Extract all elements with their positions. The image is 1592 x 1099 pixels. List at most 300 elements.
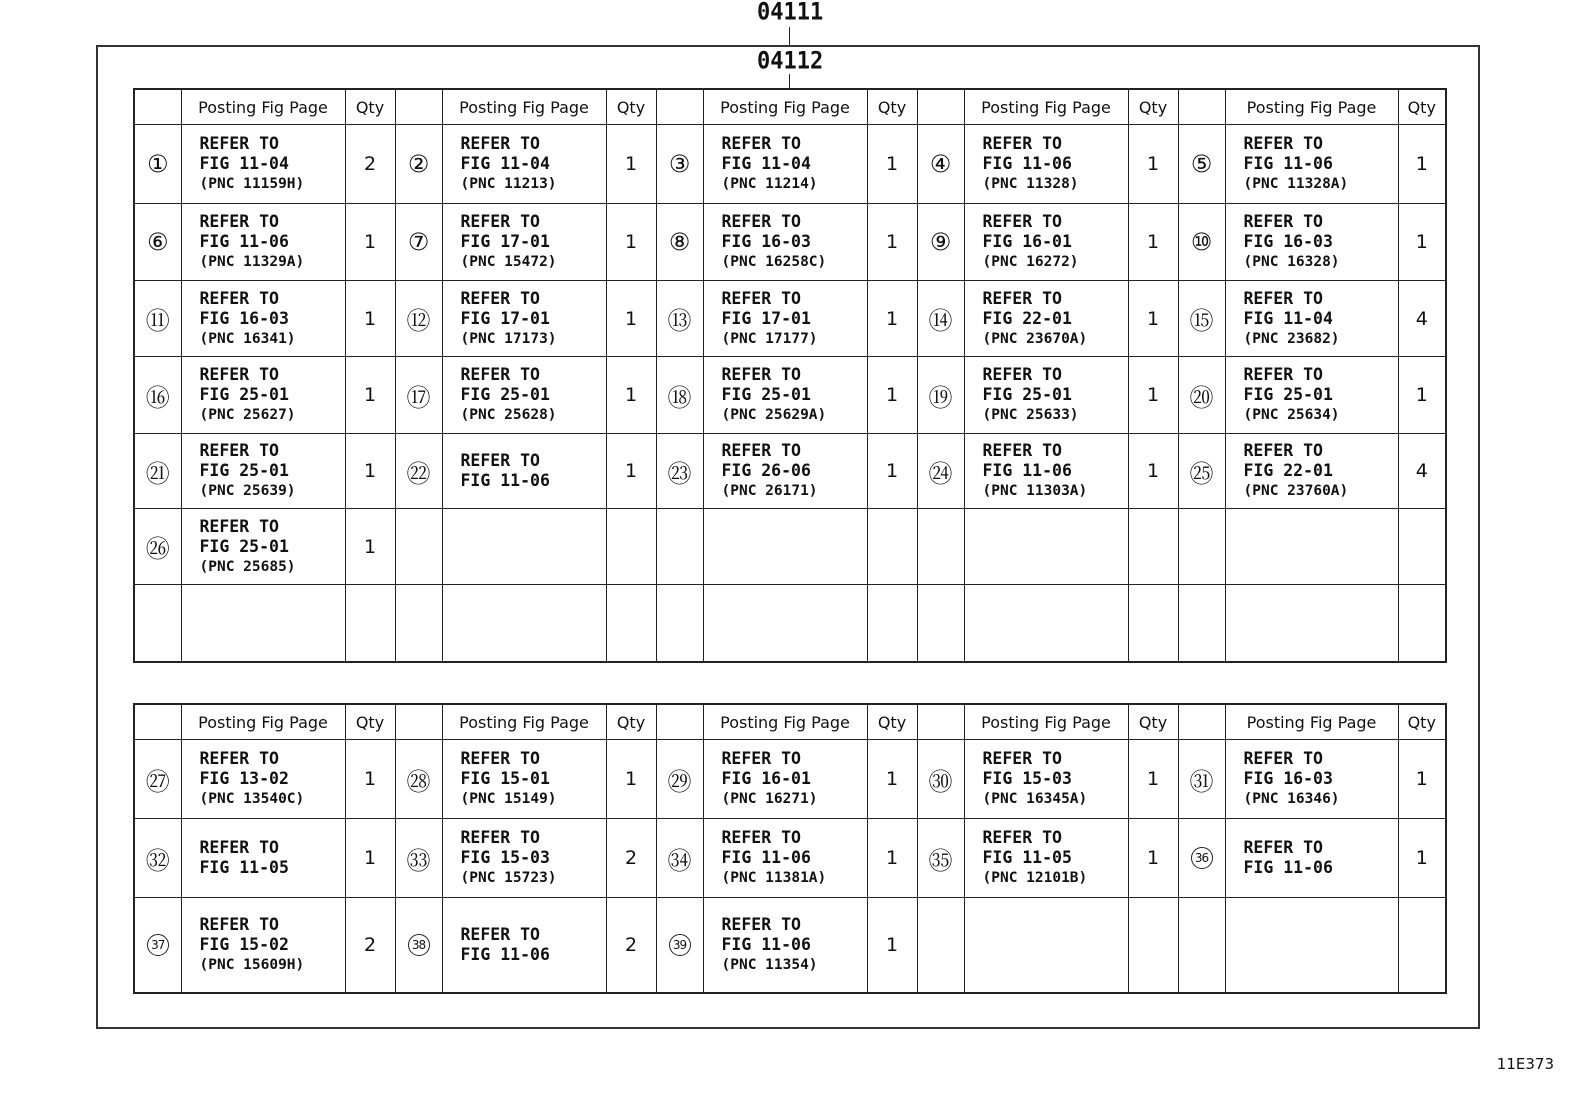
qty-cell [1398, 509, 1446, 585]
fig-reference: FIG 11-06 [460, 471, 550, 490]
pnc-code: (PNC 16258C) [721, 254, 827, 270]
item-number: ㉖ [145, 535, 170, 563]
qty-cell [345, 585, 395, 662]
qty-cell [606, 357, 656, 434]
pnc-code: (PNC 13540C) [199, 791, 305, 807]
qty-value: 1 [624, 153, 638, 175]
pnc-code: (PNC 17173) [460, 330, 557, 347]
pnc-code: (PNC 11159H) [199, 176, 305, 192]
refer-text: REFER TO [982, 134, 1062, 153]
item-number-cell [134, 204, 181, 281]
fig-reference: FIG 15-03 [982, 769, 1072, 788]
qty-value: 1 [1415, 768, 1428, 790]
fig-reference: FIG 11-04 [1243, 308, 1333, 328]
fig-reference: FIG 25-01 [1243, 385, 1333, 404]
qty-cell [1398, 281, 1446, 357]
item-number-cell [1178, 434, 1225, 509]
refer-text: REFER TO [721, 365, 801, 384]
item-number: ⑰ [406, 383, 431, 412]
posting-cell [703, 204, 867, 281]
item-number-cell [656, 898, 703, 993]
item-number-cell [656, 819, 703, 898]
posting-cell [964, 434, 1128, 509]
item-number: ⑫ [406, 307, 431, 335]
fig-reference: FIG 25-01 [982, 385, 1072, 404]
refer-text: REFER TO [721, 288, 801, 308]
pnc-code: (PNC 16272) [982, 254, 1079, 270]
table-row [134, 357, 1446, 434]
pnc-code: (PNC 11354) [721, 956, 818, 973]
qty-value: 1 [363, 768, 377, 790]
qty-cell [867, 819, 917, 898]
qty-cell [606, 898, 656, 993]
qty-value: 1 [624, 231, 638, 253]
pnc-code: (PNC 25629A) [721, 407, 827, 423]
qty-value: 1 [624, 460, 638, 482]
qty-cell [345, 357, 395, 434]
qty-cell [867, 281, 917, 357]
qty-value: 1 [885, 847, 899, 869]
table-row [134, 204, 1446, 281]
posting-cell [964, 357, 1128, 434]
parts-table [133, 88, 1447, 663]
pnc-code: (PNC 15149) [460, 791, 557, 807]
refer-text: REFER TO [982, 365, 1062, 384]
refer-text: REFER TO [199, 516, 279, 536]
item-number-cell [395, 819, 442, 898]
pnc-code: (PNC 16345A) [982, 791, 1088, 807]
item-number: ㉓ [667, 459, 692, 488]
item-number: ② [407, 150, 430, 178]
qty-cell [1128, 740, 1178, 819]
posting-cell [442, 357, 606, 434]
posting-cell [442, 819, 606, 898]
refer-text: REFER TO [199, 288, 279, 308]
item-number: ⑲ [928, 383, 953, 412]
posting-cell [964, 204, 1128, 281]
qty-value: 2 [624, 847, 638, 869]
refer-text: REFER TO [721, 749, 801, 768]
item-number: ㉝ [406, 846, 431, 875]
qty-value: 1 [1146, 231, 1160, 253]
qty-cell [1398, 125, 1446, 204]
refer-text: REFER TO [460, 828, 540, 847]
item-number: ⑥ [146, 228, 169, 256]
item-number-cell [1178, 585, 1225, 662]
posting-cell [442, 434, 606, 509]
qty-cell [867, 125, 917, 204]
table-row [134, 434, 1446, 509]
pnc-code: (PNC 23670A) [982, 330, 1088, 347]
item-number-cell [395, 509, 442, 585]
refer-text: REFER TO [721, 914, 801, 934]
posting-cell [964, 585, 1128, 662]
posting-cell [181, 585, 345, 662]
item-number: ㉙ [667, 767, 692, 796]
qty-cell [1128, 434, 1178, 509]
qty-value: 1 [363, 535, 377, 558]
fig-reference: FIG 25-01 [460, 385, 550, 404]
header-row [134, 89, 1446, 125]
qty-value: 2 [624, 933, 638, 956]
qty-cell [345, 740, 395, 819]
posting-cell [703, 740, 867, 819]
item-number-cell [134, 819, 181, 898]
header-posting: Posting Fig Page [442, 704, 606, 740]
qty-cell [606, 740, 656, 819]
qty-cell [867, 357, 917, 434]
header-row [134, 704, 1446, 740]
posting-cell [442, 898, 606, 993]
qty-value: 1 [1415, 384, 1428, 406]
refer-text: REFER TO [460, 365, 540, 384]
qty-value: 1 [885, 384, 899, 406]
table-row [134, 740, 1446, 819]
refer-text: REFER TO [1243, 365, 1323, 384]
refer-text: REFER TO [721, 212, 801, 231]
fig-reference: FIG 17-01 [460, 308, 550, 328]
item-number-cell [1178, 125, 1225, 204]
posting-cell [1225, 898, 1398, 993]
fig-reference: FIG 11-06 [460, 944, 550, 964]
item-number-cell [1178, 204, 1225, 281]
qty-cell [1128, 509, 1178, 585]
qty-value: 1 [1146, 307, 1160, 330]
posting-cell [964, 509, 1128, 585]
fig-reference: FIG 11-06 [982, 154, 1072, 173]
refer-text: REFER TO [199, 749, 279, 768]
item-number-cell [134, 125, 181, 204]
fig-reference: FIG 16-01 [982, 232, 1072, 251]
fig-reference: FIG 15-02 [199, 934, 289, 954]
item-number-cell [395, 898, 442, 993]
item-number: 37 [147, 934, 169, 956]
pnc-code: (PNC 16271) [721, 791, 818, 807]
item-number-cell [1178, 898, 1225, 993]
item-number-cell [134, 357, 181, 434]
item-number: ⑭ [928, 307, 953, 335]
posting-cell [703, 509, 867, 585]
posting-cell [181, 819, 345, 898]
header-index-cell [134, 704, 181, 740]
posting-cell [1225, 740, 1398, 819]
qty-value: 1 [885, 307, 899, 330]
posting-cell [442, 281, 606, 357]
item-number-cell [1178, 740, 1225, 819]
item-number: ⑬ [667, 307, 692, 335]
posting-cell [703, 357, 867, 434]
qty-cell [1398, 357, 1446, 434]
item-number-cell [1178, 357, 1225, 434]
pnc-code: (PNC 11328) [982, 176, 1079, 192]
posting-cell [964, 125, 1128, 204]
qty-value: 1 [1146, 847, 1160, 869]
item-number: ③ [668, 150, 691, 178]
posting-cell [703, 281, 867, 357]
posting-cell [964, 898, 1128, 993]
refer-text: REFER TO [1243, 134, 1323, 153]
fig-reference: FIG 25-01 [199, 385, 289, 404]
qty-value: 1 [885, 460, 899, 482]
qty-cell [1398, 819, 1446, 898]
qty-cell [1128, 819, 1178, 898]
posting-cell [181, 204, 345, 281]
pnc-code: (PNC 15723) [460, 870, 557, 886]
fig-reference: FIG 22-01 [1243, 461, 1333, 480]
item-number: ⑯ [145, 383, 170, 412]
item-number-cell [656, 509, 703, 585]
fig-reference: FIG 22-01 [982, 308, 1072, 328]
qty-cell [1128, 585, 1178, 662]
item-number: ⑪ [145, 307, 170, 335]
table-row [134, 585, 1446, 662]
item-number-cell [656, 740, 703, 819]
header-qty: Qty [1398, 704, 1446, 740]
refer-text: REFER TO [460, 134, 540, 153]
posting-cell [703, 819, 867, 898]
pnc-code: (PNC 23760A) [1243, 483, 1349, 499]
pnc-code: (PNC 11214) [721, 176, 818, 192]
fig-reference: FIG 11-04 [199, 154, 289, 173]
item-number-cell [1178, 281, 1225, 357]
item-number: ⑩ [1190, 228, 1213, 256]
header-posting: Posting Fig Page [1225, 704, 1398, 740]
refer-text: REFER TO [199, 212, 279, 231]
qty-value: 1 [1146, 384, 1160, 406]
item-number-cell [134, 585, 181, 662]
header-index-cell [1178, 704, 1225, 740]
fig-reference: FIG 17-01 [460, 232, 550, 251]
header-index-cell [395, 704, 442, 740]
posting-cell [181, 434, 345, 509]
qty-cell [867, 585, 917, 662]
refer-text: REFER TO [199, 441, 279, 460]
header-posting: Posting Fig Page [703, 704, 867, 740]
item-number-cell [395, 585, 442, 662]
pnc-code: (PNC 16328) [1243, 254, 1340, 270]
header-index-cell [917, 704, 964, 740]
qty-value: 1 [363, 231, 377, 253]
posting-cell [442, 125, 606, 204]
pnc-code: (PNC 16346) [1243, 791, 1340, 807]
refer-text: REFER TO [199, 365, 279, 384]
posting-cell [964, 740, 1128, 819]
item-number: 39 [669, 934, 691, 956]
item-number-cell [395, 204, 442, 281]
pnc-code: (PNC 12101B) [982, 870, 1088, 886]
table-row [134, 509, 1446, 585]
fig-reference: FIG 25-01 [199, 536, 289, 556]
posting-cell [703, 585, 867, 662]
pnc-code: (PNC 25633) [982, 407, 1079, 423]
refer-text: REFER TO [982, 212, 1062, 231]
fig-reference: FIG 11-06 [721, 934, 811, 954]
fig-reference: FIG 25-01 [721, 385, 811, 404]
inner-leader-line [789, 74, 790, 88]
qty-cell [867, 509, 917, 585]
posting-cell [1225, 585, 1398, 662]
item-number: ⑨ [929, 228, 952, 256]
item-number-cell [1178, 819, 1225, 898]
posting-cell [964, 281, 1128, 357]
item-number-cell [917, 740, 964, 819]
refer-text: REFER TO [199, 914, 279, 934]
header-qty: Qty [867, 704, 917, 740]
item-number: ⑤ [1190, 150, 1213, 178]
posting-cell [442, 204, 606, 281]
pnc-code: (PNC 15609H) [199, 956, 305, 973]
item-number-cell [656, 434, 703, 509]
qty-value: 1 [1146, 460, 1160, 482]
qty-value: 1 [885, 153, 899, 175]
item-number-cell [917, 357, 964, 434]
item-number: ⑱ [667, 383, 692, 412]
posting-cell [1225, 125, 1398, 204]
outer-leader-line [789, 27, 790, 45]
item-number: ⑦ [407, 228, 430, 256]
qty-value: 1 [363, 307, 377, 330]
posting-cell [1225, 509, 1398, 585]
refer-text: REFER TO [1243, 838, 1323, 857]
qty-value: 4 [1415, 307, 1428, 330]
item-number-cell [134, 898, 181, 993]
item-number: ⑳ [1189, 383, 1214, 412]
posting-cell [703, 125, 867, 204]
item-number-cell [395, 740, 442, 819]
header-qty: Qty [345, 89, 395, 125]
item-number: ㉟ [928, 846, 953, 875]
refer-text: REFER TO [1243, 441, 1323, 460]
item-number: ㉛ [1189, 767, 1214, 796]
posting-cell [703, 898, 867, 993]
fig-reference: FIG 17-01 [721, 308, 811, 328]
item-number-cell [656, 585, 703, 662]
fig-reference: FIG 11-05 [199, 858, 289, 877]
qty-cell [1398, 585, 1446, 662]
header-posting: Posting Fig Page [442, 89, 606, 125]
header-posting: Posting Fig Page [964, 704, 1128, 740]
outer-group-label: 04111 [757, 0, 824, 27]
qty-value: 1 [624, 384, 638, 406]
qty-cell [345, 204, 395, 281]
header-index-cell [656, 89, 703, 125]
pnc-code: (PNC 25634) [1243, 407, 1340, 423]
qty-cell [345, 898, 395, 993]
item-number: ⑮ [1189, 307, 1214, 335]
refer-text: REFER TO [1243, 212, 1323, 231]
refer-text: REFER TO [460, 451, 540, 470]
qty-value: 4 [1415, 460, 1428, 482]
header-qty: Qty [1128, 89, 1178, 125]
qty-cell [606, 585, 656, 662]
qty-cell [1398, 740, 1446, 819]
inner-group-label: 04112 [757, 47, 824, 76]
posting-cell [181, 898, 345, 993]
qty-cell [867, 204, 917, 281]
qty-cell [867, 740, 917, 819]
posting-cell [442, 585, 606, 662]
item-number-cell [656, 125, 703, 204]
qty-value: 1 [1146, 153, 1160, 175]
qty-cell [345, 125, 395, 204]
header-qty: Qty [606, 704, 656, 740]
refer-text: REFER TO [721, 828, 801, 847]
item-number: ④ [929, 150, 952, 178]
pnc-code: (PNC 17177) [721, 330, 818, 347]
qty-cell [606, 281, 656, 357]
qty-cell [1128, 898, 1178, 993]
pnc-code: (PNC 16341) [199, 330, 296, 347]
item-number: 38 [408, 934, 430, 956]
posting-cell [964, 819, 1128, 898]
header-posting: Posting Fig Page [703, 89, 867, 125]
qty-cell [1128, 204, 1178, 281]
fig-reference: FIG 11-06 [199, 232, 289, 251]
parts-table [133, 703, 1447, 994]
fig-reference: FIG 16-03 [199, 308, 289, 328]
item-number-cell [917, 898, 964, 993]
header-posting: Posting Fig Page [181, 89, 345, 125]
header-index-cell [395, 89, 442, 125]
header-posting: Posting Fig Page [964, 89, 1128, 125]
qty-value: 1 [885, 933, 899, 956]
item-number-cell [395, 281, 442, 357]
posting-cell [181, 281, 345, 357]
qty-value: 1 [1415, 847, 1428, 869]
fig-reference: FIG 11-06 [1243, 858, 1333, 877]
figure-code: 11E373 [1496, 1055, 1554, 1073]
fig-reference: FIG 11-06 [721, 848, 811, 867]
fig-reference: FIG 11-06 [982, 461, 1072, 480]
qty-cell [345, 281, 395, 357]
qty-value: 1 [624, 768, 638, 790]
posting-cell [703, 434, 867, 509]
refer-text: REFER TO [1243, 288, 1323, 308]
qty-cell [1398, 204, 1446, 281]
qty-cell [345, 819, 395, 898]
header-posting: Posting Fig Page [181, 704, 345, 740]
refer-text: REFER TO [199, 838, 279, 857]
posting-cell [1225, 204, 1398, 281]
item-number-cell [134, 434, 181, 509]
item-number-cell [917, 585, 964, 662]
fig-reference: FIG 16-01 [721, 769, 811, 788]
posting-cell [1225, 281, 1398, 357]
item-number: ㉞ [667, 846, 692, 875]
item-number: ㉔ [928, 459, 953, 488]
qty-cell [606, 509, 656, 585]
pnc-code: (PNC 26171) [721, 483, 818, 499]
item-number-cell [917, 204, 964, 281]
table-row [134, 125, 1446, 204]
fig-reference: FIG 11-06 [1243, 154, 1333, 173]
item-number-cell [656, 357, 703, 434]
header-qty: Qty [1398, 89, 1446, 125]
item-number-cell [917, 281, 964, 357]
qty-value: 2 [363, 153, 377, 175]
qty-cell [1398, 898, 1446, 993]
refer-text: REFER TO [721, 134, 801, 153]
item-number-cell [134, 281, 181, 357]
item-number-cell [395, 357, 442, 434]
qty-value: 1 [363, 847, 377, 869]
qty-value: 1 [363, 384, 377, 406]
fig-reference: FIG 11-05 [982, 848, 1072, 867]
item-number-cell [1178, 509, 1225, 585]
fig-reference: FIG 11-04 [460, 154, 550, 173]
refer-text: REFER TO [1243, 749, 1323, 768]
refer-text: REFER TO [982, 749, 1062, 768]
